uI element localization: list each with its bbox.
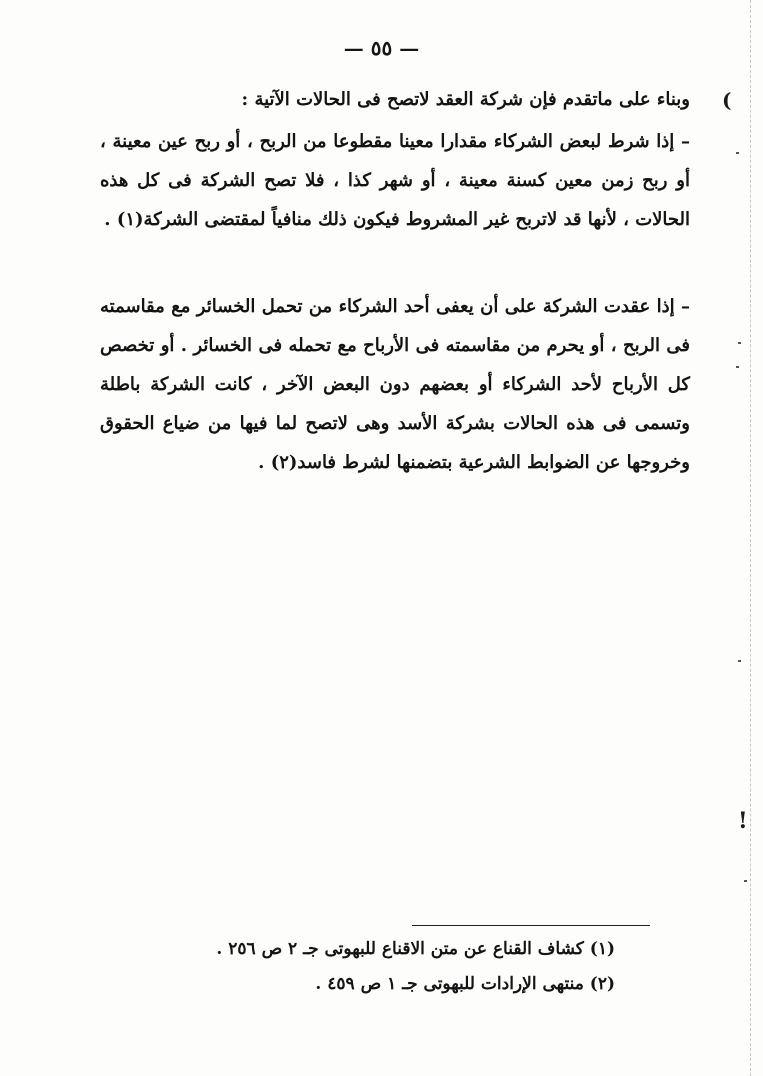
intro-line: وبناء على ماتقدم فإن شركة العقد لاتصح فى الحالات الآتية :	[241, 89, 690, 110]
scan-speck	[736, 366, 739, 368]
footnote-separator	[412, 925, 650, 926]
footnotes	[200, 932, 615, 1002]
margin-mark-top: (	[722, 88, 732, 112]
scan-speck	[736, 152, 739, 154]
scan-speck	[738, 342, 741, 344]
margin-mark-bottom: !	[738, 808, 748, 834]
scan-speck	[738, 660, 741, 662]
footnote-2: (٢) منتهى الإرادات للبهوتى جـ ١ ص ٤٥٩ .	[315, 974, 615, 994]
page-edge-line	[749, 0, 751, 1076]
scan-speck	[744, 880, 747, 882]
footnote-1: (١) كشاف القناع عن متن الاقناع للبهوتى جـ ٢ ص ٢٥٦ .	[216, 939, 615, 959]
paragraph-1: – إذا شرط لبعض الشركاء مقدارا معينا مقطوعا من الربح ، أو ربح عين معينة ، أو ربح زمن معين كسنة معينة ، أو شهر كذا ، فلا تصح الشركة فى كل هذه الحالات ، لأنها قد لاتربح غير المشروط فيكون ذلك منافياً لمقتضى الشركة(١) .	[100, 131, 690, 230]
paragraph-2: – إذا عقدت الشركة على أن يعفى أحد الشركاء من تحمل الخسائر مع مقاسمته فى الربح ، أو يحرم من مقاسمته فى الأرباح مع تحمله فى الخسائر . أو تخصص كل الأرباح لأحد الشركاء أو بعضهم دون البعض الآخر ، كانت الشركة باطلة وتسمى فى هذه الحالات بشركة الأسد وهى لاتصح لما فيها من ضياع الحقوق وخروجها عن الضوابط الشرعية بتضمنها لشرط فاسد(٢) .	[100, 296, 690, 473]
page-number: — ٥٥ —	[343, 36, 420, 60]
